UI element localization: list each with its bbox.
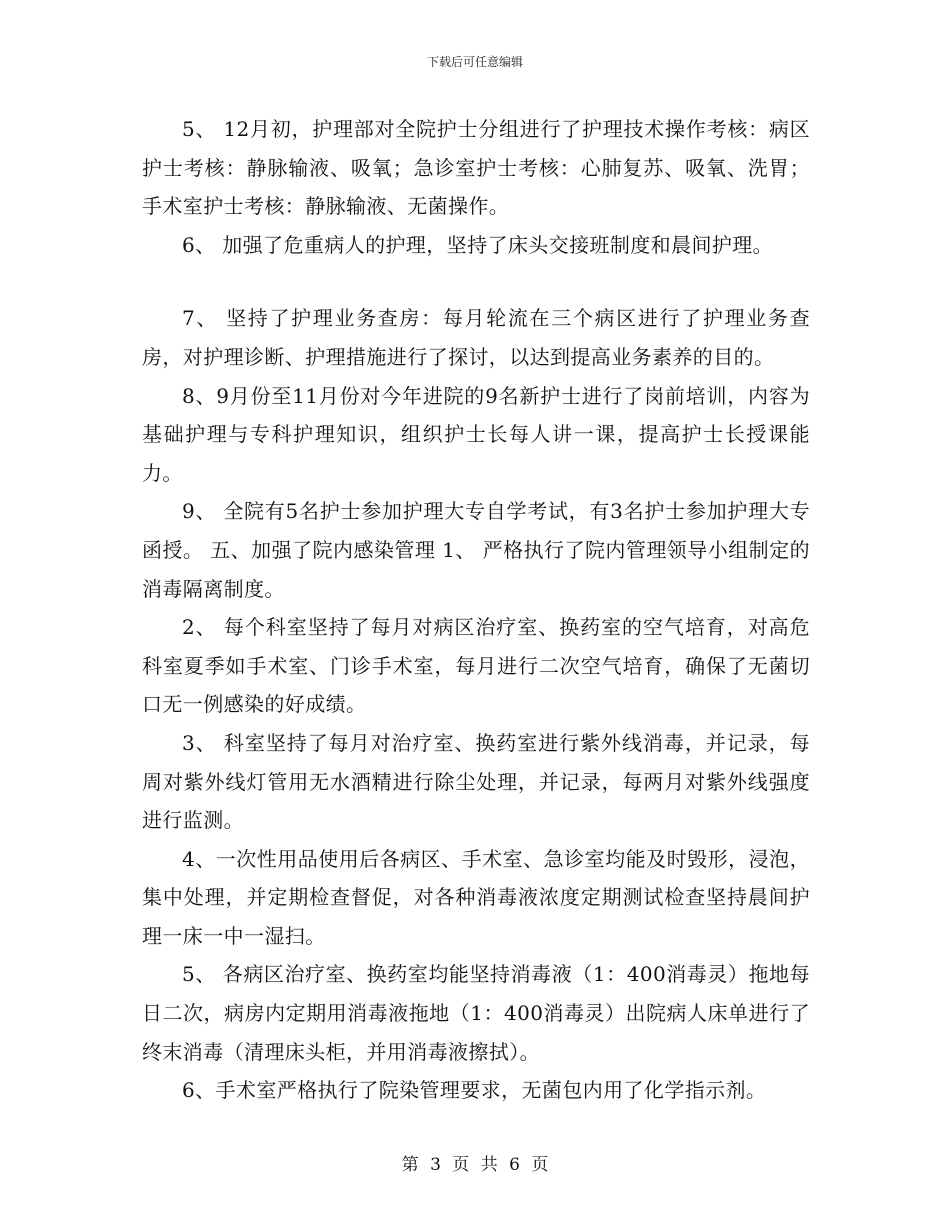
page-number-footer: 第 3 页 共 6 页 bbox=[401, 1155, 549, 1175]
paragraph-item-3-uv-disinfection: 3、 科室坚持了每月对治疗室、换药室进行紫外线消毒，并记录，每周对紫外线灯管用无水酒精进行除尘处理，并记录，每两月对紫外线强度进行监测。 bbox=[142, 730, 810, 833]
document-body bbox=[142, 110, 810, 1110]
page-header: 下载后可任意编辑 bbox=[426, 55, 523, 69]
paragraph-item-8-training: 8、9月份至11月份对今年进院的9名新护士进行了岗前培训，内容为基础护理与专科护理知识，组织护士长每人讲一课，提高护士长授课能力。 bbox=[142, 383, 810, 485]
paragraph-item-4-disposables: 4、一次性用品使用后各病区、手术室、急诊室均能及时毁形，浸泡，集中处理，并定期检查督促，对各种消毒液浓度定期测试检查坚持晨间护理一床一中一湿扫。 bbox=[142, 846, 810, 948]
paragraph-item-7-ward-rounds: 7、 坚持了护理业务查房：每月轮流在三个病区进行了护理业务查房，对护理诊断、护理措施进行了探讨，以达到提高业务素养的目的。 bbox=[142, 306, 810, 369]
paragraph-item-5-exam: 5、 12月初，护理部对全院护士分组进行了护理技术操作考核：病区护士考核：静脉输液、吸氧；急诊室护士考核：心肺复苏、吸氧、洗胃；手术室护士考核：静脉输液、无菌操作。 bbox=[142, 117, 810, 219]
paragraph-item-6-critical-care: 6、 加强了危重病人的护理，坚持了床头交接班制度和晨间护理。 bbox=[182, 232, 774, 257]
paragraph-item-6-operating-room: 6、手术室严格执行了院染管理要求，无菌包内用了化学指示剂。 bbox=[182, 1078, 767, 1103]
paragraph-item-2-air-culture: 2、 每个科室坚持了每月对病区治疗室、换药室的空气培育，对高危科室夏季如手术室、门诊手术室，每月进行二次空气培育，确保了无菌切口无一例感染的好成绩。 bbox=[142, 615, 810, 717]
paragraph-item-5-floor-disinfection: 5、 各病区治疗室、换药室均能坚持消毒液（1：400消毒灵）拖地每日二次，病房内定期用消毒液拖地（1：400消毒灵）出院病人床单进行了终末消毒（清理床头柜，并用消毒液擦拭）。 bbox=[142, 962, 810, 1064]
paragraph-item-9-education: 9、 全院有5名护士参加护理大专自学考试，有3名护士参加护理大专函授。 五、加强了院内感染管理 1、 严格执行了院内管理领导小组制定的消毒隔离制度。 bbox=[142, 499, 810, 601]
